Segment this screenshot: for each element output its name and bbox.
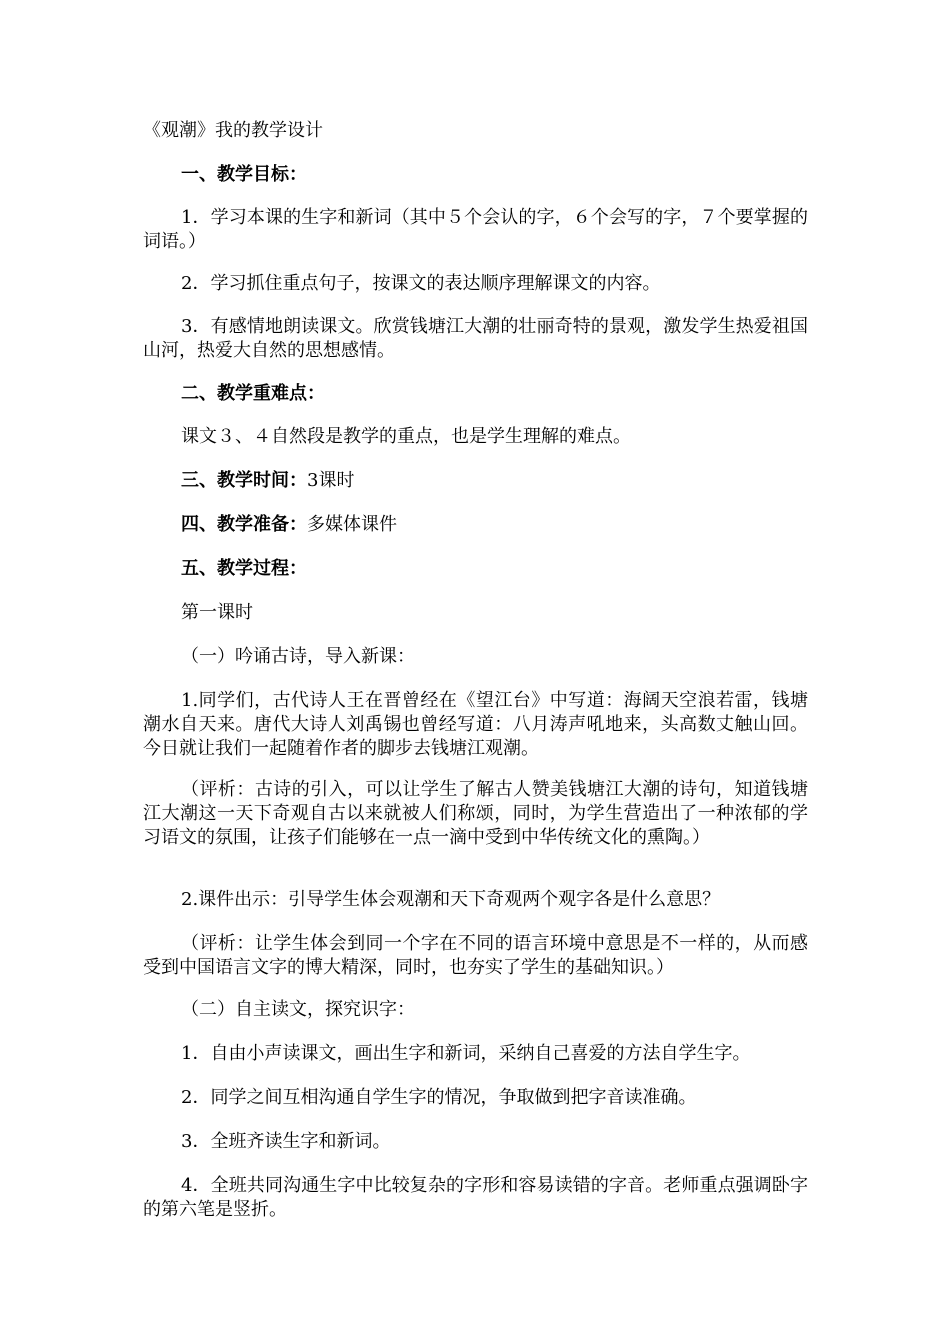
keypoints-text: 课文３、４自然段是教学的重点，也是学生理解的难点。: [181, 426, 631, 447]
step-2-heading: （二）自主读文，探究识字：: [181, 999, 415, 1020]
step-2-item-2: 2．同学之间互相沟通自学生字的情况，争取做到把字音读准确。: [181, 1087, 697, 1108]
keypoints-heading: 二、教学重难点：: [181, 383, 325, 404]
goal-1: 1．学习本课的生字和新词（其中５个会认的字，６个会写的字，７个要掌握的词语。）: [143, 207, 808, 252]
goals-heading: 一、教学目标：: [181, 164, 307, 185]
time-value: 3课时: [307, 470, 355, 491]
time-heading: 三、教学时间：: [181, 470, 307, 491]
prep-row: [181, 513, 397, 537]
time-row: [181, 469, 354, 493]
goal-3: 3．有感情地朗读课文。欣赏钱塘江大潮的壮丽奇特的景观，激发学生热爱祖国山河，热爱大自然的思想感情。: [143, 316, 808, 361]
step-1-heading: （一）吟诵古诗，导入新课：: [181, 646, 415, 667]
prep-value: 多媒体课件: [307, 514, 397, 535]
step-1-comment-1: （评析：古诗的引入，可以让学生了解古人赞美钱塘江大潮的诗句，知道钱塘江大潮这一天下奇观自古以来就被人们称颂，同时，为学生营造出了一种浓郁的学习语文的氛围，让孩子们能够在一点一滴中受到中华传统文化的熏陶。）: [143, 779, 808, 848]
prep-heading: 四、教学准备：: [181, 514, 307, 535]
step-2-item-4: 4．全班共同沟通生字中比较复杂的字形和容易读错的字音。老师重点强调卧字的第六笔是竖折。: [143, 1175, 808, 1220]
step-1-item-2: 2.课件出示：引导学生体会观潮和天下奇观两个观字各是什么意思？: [181, 889, 721, 910]
document-title: 《观潮》我的教学设计: [143, 120, 323, 141]
step-1-comment-2: （评析：让学生体会到同一个字在不同的语言环境中意思是不一样的，从而感受到中国语言文字的博大精深，同时，也夯实了学生的基础知识。）: [143, 933, 808, 978]
lesson-1-label: 第一课时: [181, 602, 253, 623]
goal-2: 2．学习抓住重点句子，按课文的表达顺序理解课文的内容。: [181, 273, 661, 294]
step-1-item-1: 1.同学们，古代诗人王在晋曾经在《望江台》中写道：海阔天空浪若雷，钱塘潮水自天来。唐代大诗人刘禹锡也曾经写道：八月涛声吼地来，头高数丈触山回。今日就让我们一起随着作者的脚步去钱塘江观潮。: [143, 690, 808, 759]
step-2-item-1: 1．自由小声读课文，画出生字和新词，采纳自己喜爱的方法自学生字。: [181, 1043, 751, 1064]
step-2-item-3: 3．全班齐读生字和新词。: [181, 1131, 391, 1152]
process-heading: 五、教学过程：: [181, 558, 307, 579]
